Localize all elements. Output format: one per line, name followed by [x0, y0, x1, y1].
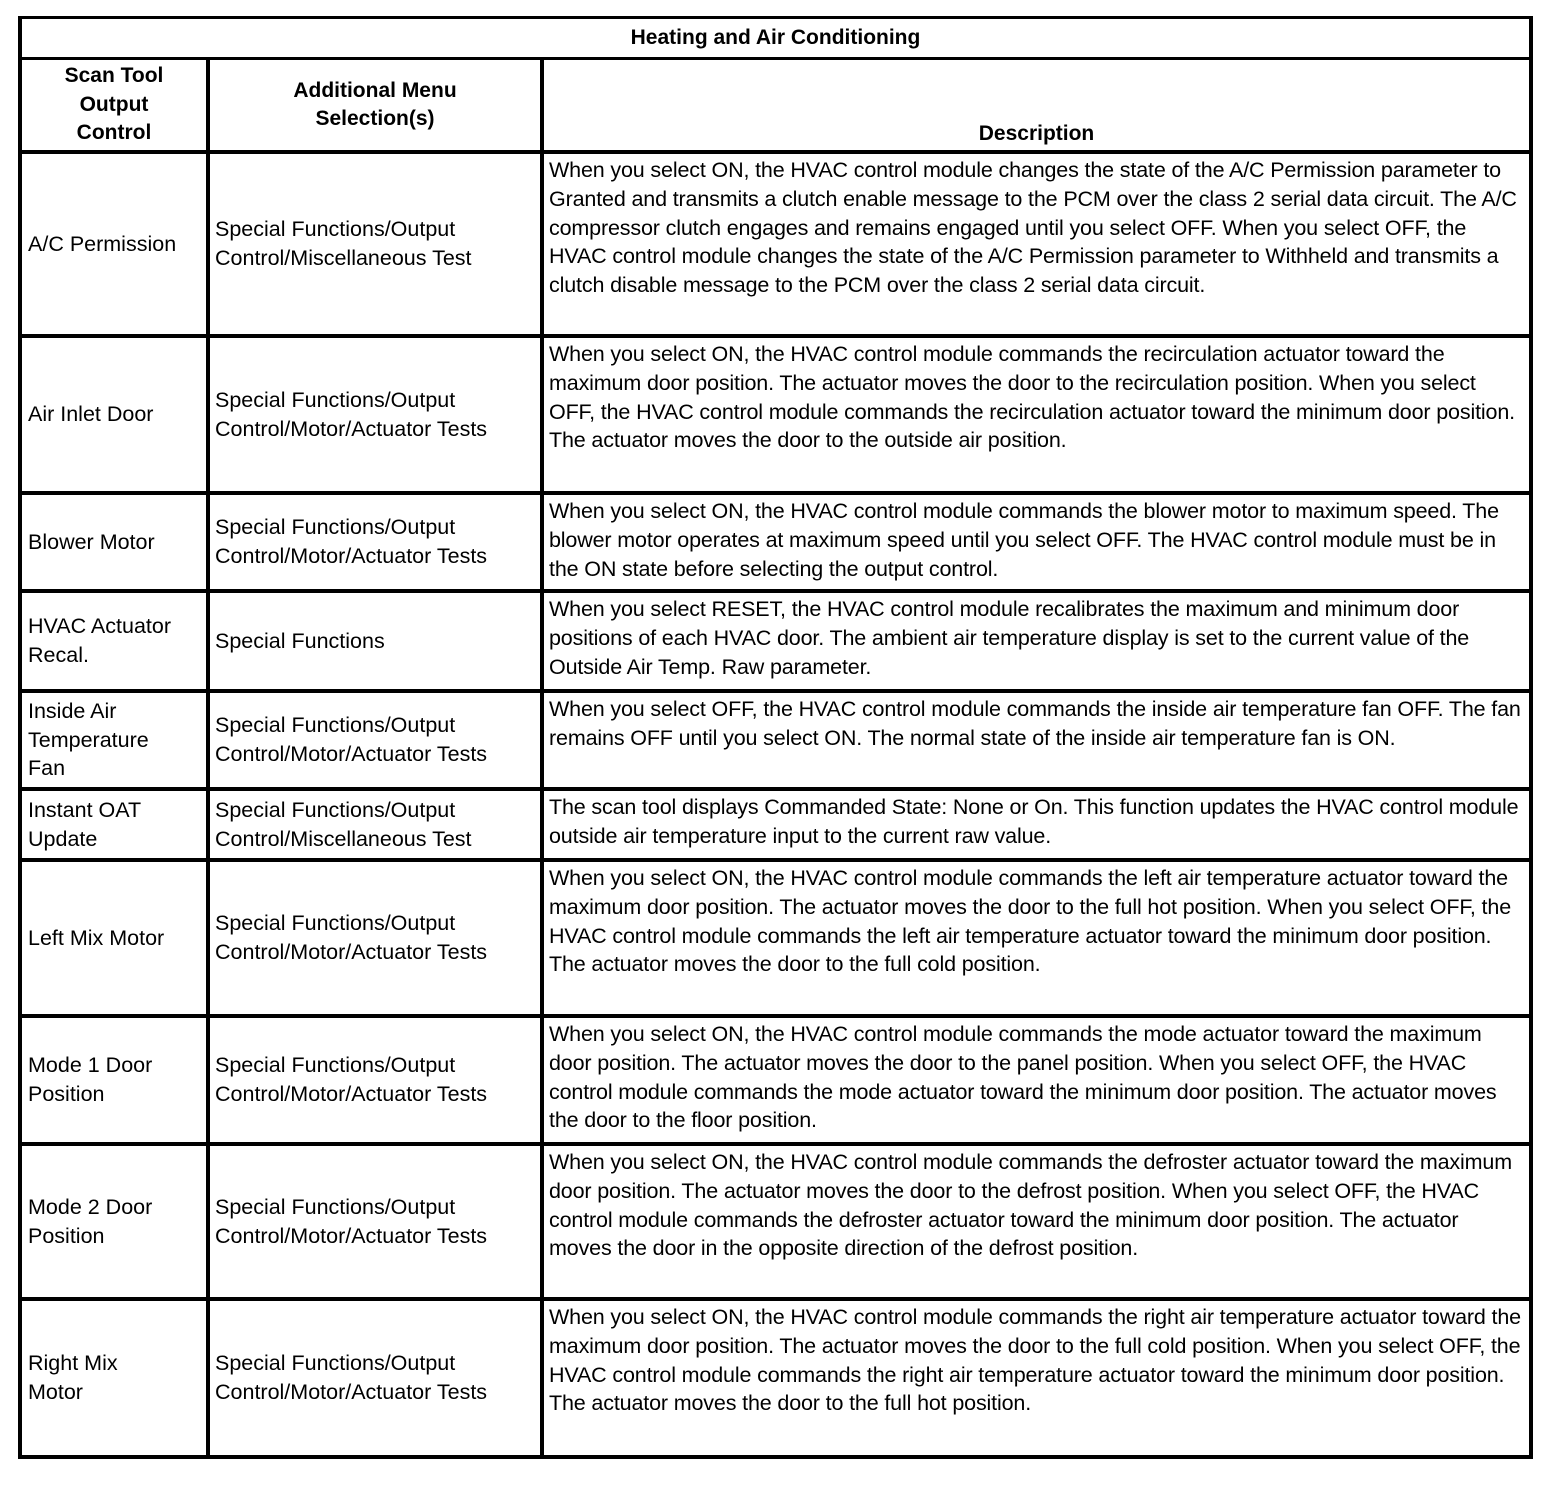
output-control-name: Air Inlet Door [28, 402, 154, 427]
output-control-cell [20, 1144, 208, 1299]
description-cell: When you select RESET, the HVAC control module recalibrates the maximum and minimum door positions of each HVAC door. The ambient air temperature display is set to the current value of the Outside Air Temp. Raw parameter. [542, 591, 1531, 691]
output-control-name: Recal. [28, 643, 89, 667]
description-cell: When you select ON, the HVAC control module commands the recirculation actuator toward the maximum door position. The actuator moves the door to the recirculation position. When you select OFF, the HVAC control module commands the recirculation actuator toward the minimum door position. The actuator moves the door to the outside air position. [542, 336, 1531, 493]
output-control-cell [20, 336, 208, 493]
header-line: Selection(s) [315, 107, 435, 130]
output-control-name: Inside Air [28, 698, 117, 723]
menu-selection-cell [208, 591, 542, 691]
output-control-name: Left Mix Motor [28, 925, 165, 950]
output-control-name: A/C Permission [28, 231, 177, 256]
table-row [20, 493, 1531, 591]
menu-selection-cell [208, 1144, 542, 1299]
output-control-name: Instant OAT [28, 797, 142, 822]
menu-selection-cell [208, 336, 542, 493]
menu-selection-cell [208, 691, 542, 789]
menu-selection-cell [208, 789, 542, 860]
menu-selection-path: Control/Miscellaneous Test [215, 246, 472, 270]
header-line: Additional Menu [293, 78, 457, 102]
menu-selection-cell [208, 1016, 542, 1144]
menu-selection-path: Special Functions/Output [215, 797, 456, 822]
menu-selection-cell [208, 1299, 542, 1457]
table-row [20, 691, 1531, 789]
menu-selection-path: Special Functions/Output [215, 713, 456, 738]
menu-selection-path: Special Functions/Output [215, 387, 456, 412]
table-row [20, 1144, 1531, 1299]
menu-selection-path: Special Functions/Output [215, 515, 456, 540]
hvac-output-control-table [18, 16, 1533, 1459]
output-control-name: HVAC Actuator [28, 614, 171, 639]
output-control-name: Temperature [28, 727, 149, 752]
header-line: Output [79, 92, 149, 116]
output-control-name: Mode 2 Door [28, 1194, 153, 1219]
menu-selection-path: Control/Miscellaneous Test [215, 826, 472, 851]
menu-selection-path: Control/Motor/Actuator Tests [215, 742, 488, 766]
table-row [20, 789, 1531, 860]
description-cell: When you select OFF, the HVAC control module commands the inside air temperature fan OFF. The fan remains OFF until you select ON. The normal state of the inside air temperature fan is ON. [542, 691, 1531, 789]
menu-selection-path: Special Functions/Output [215, 217, 456, 242]
menu-selection-cell [208, 152, 542, 336]
table-row [20, 1016, 1531, 1144]
menu-selection-path: Control/Motor/Actuator Tests [215, 416, 488, 441]
menu-selection-cell [208, 493, 542, 591]
output-control-name: Mode 1 Door [28, 1053, 153, 1078]
table-row [20, 1299, 1531, 1457]
description-cell: When you select ON, the HVAC control module changes the state of the A/C Permission parameter to Granted and transmits a clutch enable message to the PCM over the class 2 serial data circuit. The A/C compressor clutch engages and remains engaged until you select OFF. When you select OFF, the HVAC control module changes the state of the A/C Permission parameter to Withheld and transmits a clutch disable message to the PCM over the class 2 serial data circuit. [542, 152, 1531, 336]
table-title-row [20, 18, 1531, 59]
output-control-cell [20, 1016, 208, 1144]
header-scan-tool-output-control [20, 59, 208, 153]
output-control-name: Position [28, 1223, 105, 1248]
output-control-cell [20, 1299, 208, 1457]
output-control-name: Position [28, 1082, 105, 1106]
description-cell: The scan tool displays Commanded State: None or On. This function updates the HVAC control module outside air temperature input to the current raw value. [542, 789, 1531, 860]
description-cell: When you select ON, the HVAC control module commands the left air temperature actuator toward the maximum door position. The actuator moves the door to the full hot position. When you select OFF, the HVAC control module commands the left air temperature actuator toward the minimum door position. The actuator moves the door to the full cold position. [542, 860, 1531, 1016]
output-control-cell [20, 789, 208, 860]
table-header-row [20, 59, 1531, 153]
menu-selection-path: Control/Motor/Actuator Tests [215, 544, 488, 568]
table-body [20, 152, 1531, 1457]
output-control-cell [20, 591, 208, 691]
output-control-cell [20, 493, 208, 591]
menu-selection-path: Special Functions/Output [215, 1351, 456, 1376]
menu-selection-path: Control/Motor/Actuator Tests [215, 1082, 488, 1106]
output-control-name: Motor [28, 1380, 83, 1404]
menu-selection-path: Special Functions/Output [215, 1053, 456, 1078]
header-description: Description [542, 59, 1531, 153]
menu-selection-path: Special Functions/Output [215, 1194, 456, 1219]
header-additional-menu-selections [208, 59, 542, 153]
header-line: Scan Tool [64, 64, 164, 88]
menu-selection-path: Control/Motor/Actuator Tests [215, 1380, 488, 1404]
header-line: Control [76, 121, 152, 145]
menu-selection-path: Control/Motor/Actuator Tests [215, 940, 488, 964]
table-row [20, 860, 1531, 1016]
output-control-cell [20, 152, 208, 336]
table-row [20, 591, 1531, 691]
output-control-name: Fan [28, 756, 66, 781]
description-cell: When you select ON, the HVAC control module commands the defroster actuator toward the maximum door position. The actuator moves the door to the defrost position. When you select OFF, the HVAC control module commands the defroster actuator toward the minimum door position. The actuator moves the door in the opposite direction of the defrost position. [542, 1144, 1531, 1299]
output-control-name: Right Mix [28, 1351, 118, 1376]
menu-selection-path: Special Functions [215, 628, 385, 653]
menu-selection-cell [208, 860, 542, 1016]
table-title: Heating and Air Conditioning [20, 18, 1531, 59]
description-cell: When you select ON, the HVAC control module commands the right air temperature actuator toward the maximum door position. The actuator moves the door to the full cold position. When you select OFF, the HVAC control module commands the right air temperature actuator toward the minimum door position. The actuator moves the door to the full hot position. [542, 1299, 1531, 1457]
menu-selection-path: Control/Motor/Actuator Tests [215, 1223, 488, 1248]
output-control-name: Update [28, 826, 98, 851]
output-control-cell [20, 860, 208, 1016]
description-cell: When you select ON, the HVAC control module commands the mode actuator toward the maximum door position. The actuator moves the door to the panel position. When you select OFF, the HVAC control module commands the mode actuator toward the minimum door position. The actuator moves the door to the floor position. [542, 1016, 1531, 1144]
table-row [20, 152, 1531, 336]
output-control-cell [20, 691, 208, 789]
description-cell: When you select ON, the HVAC control module commands the blower motor to maximum speed. The blower motor operates at maximum speed until you select OFF. The HVAC control module must be in the ON state before selecting the output control. [542, 493, 1531, 591]
output-control-name: Blower Motor [28, 529, 155, 554]
table-row [20, 336, 1531, 493]
menu-selection-path: Special Functions/Output [215, 911, 456, 936]
